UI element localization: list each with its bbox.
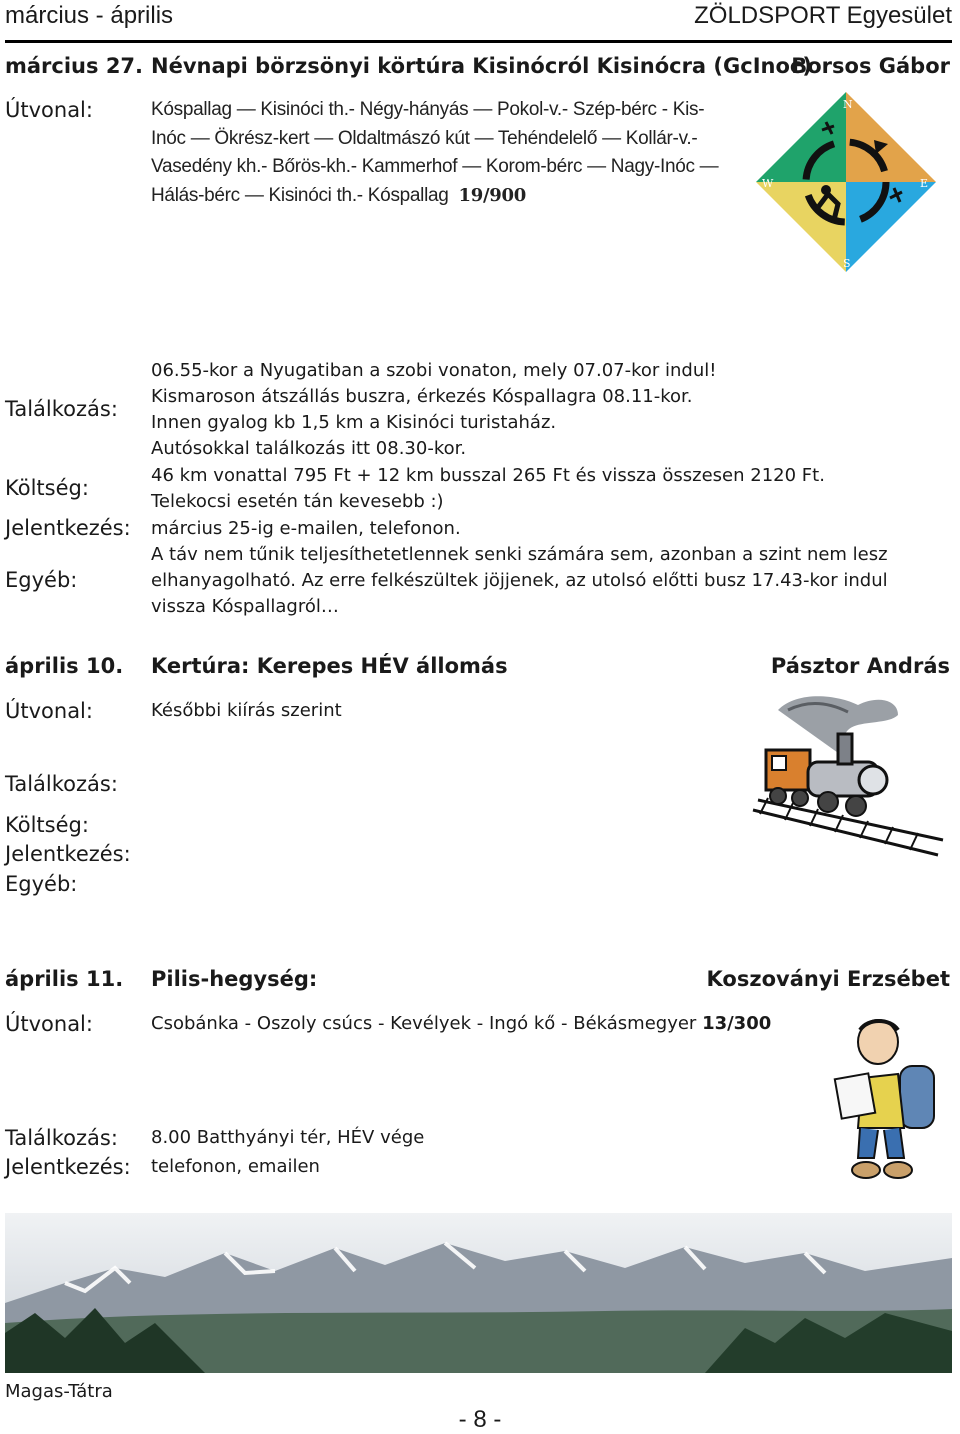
train-icon [748, 690, 948, 860]
meeting-label: Találkozás: [5, 397, 118, 421]
event-title: Névnapi börzsönyi körtúra Kisinócról Kisinócra (GcInoc) [151, 54, 812, 78]
header-rule [5, 40, 952, 43]
cost-text: 46 km vonattal 795 Ft + 12 km busszal 265 Ft és vissza összesen 2120 Ft. Telekocsi esetén tán kevesebb :) [151, 465, 825, 512]
route-text [151, 96, 751, 210]
meeting-text: 8.00 Batthyányi tér, HÉV vége [151, 1127, 425, 1148]
photo-caption: Magas-Tátra [5, 1381, 113, 1402]
event-date: március 27. [5, 54, 144, 78]
compass-n: N [843, 98, 853, 111]
route-label: Útvonal: [5, 699, 93, 723]
compass-ne-quadrant [846, 92, 936, 182]
compass-emblem [756, 92, 936, 272]
header-organization: ZÖLDSPORT Egyesület [694, 2, 952, 29]
train-illustration [748, 690, 948, 860]
signup-text: telefonon, emailen [151, 1156, 320, 1177]
event-leader: Koszoványi Erzsébet [706, 967, 950, 991]
other-text: A táv nem tűnik teljesíthetetlennek senki számára sem, azonban a szint nem lesz elhanyagolható. Az erre felkészültek jöjjenek, az utolsó előtti busz 17.43-kor indul vissza Kóspallagról… [151, 544, 888, 617]
meeting-text: 06.55-kor a Nyugatiban a szobi vonaton, mely 07.07-kor indul! Kismaroson átszállás buszra, érkezés Kóspallagra 08.11-kor. Innen gyalog kb 1,5 km a Kisinóci turistaház. Autósokkal találkozás itt 08.30-kor. [151, 360, 717, 459]
compass-e: E [920, 177, 929, 190]
meeting-label: Találkozás: [5, 772, 118, 796]
event-title: Pilis-hegység: [151, 967, 318, 991]
other-label: Egyéb: [5, 568, 78, 592]
page-number: - 8 - [458, 1406, 502, 1433]
signup-label: Jelentkezés: [5, 842, 131, 866]
compass-s: S [843, 257, 851, 270]
route-stats: 13/300 [702, 1013, 772, 1034]
route-text: Későbbi kiírás szerint [151, 700, 342, 721]
compass-nw-quadrant [756, 92, 846, 182]
route-line: Kóspallag — Kisinóci th.- Négy-hányás — Pokol-v.- Szép-bérc - Kis- [151, 99, 705, 120]
compass-icon [756, 92, 936, 272]
route-line: Hálás-bérc — Kisinóci th.- Kóspallag 19/900 [151, 184, 526, 206]
compass-se-quadrant [846, 182, 936, 272]
mountain-photo-image [5, 1213, 952, 1373]
route-text: Csobánka - Oszoly csúcs - Kevélyek - Ingó kő - Békásmegyer 13/300 [151, 1013, 772, 1034]
event-date: április 11. [5, 967, 124, 991]
event-leader: Pásztor András [770, 654, 950, 678]
meeting-label: Találkozás: [5, 1126, 118, 1150]
header-months: március - április [5, 2, 174, 29]
hiker-illustration [828, 1018, 948, 1183]
event-date: április 10. [5, 654, 124, 678]
signup-label: Jelentkezés: [5, 1155, 131, 1179]
signup-text: március 25-ig e-mailen, telefonon. [151, 518, 461, 539]
route-label: Útvonal: [5, 1012, 93, 1036]
hiker-icon [828, 1018, 948, 1183]
route-label: Útvonal: [5, 98, 93, 122]
cost-label: Költség: [5, 813, 89, 837]
route-line: Inóc — Ökrész-kert — Oldaltmászó kút — Tehéndelelő — Kollár-v.- [151, 127, 698, 149]
compass-w: W [762, 177, 774, 190]
other-label: Egyéb: [5, 872, 78, 896]
signup-label: Jelentkezés: [5, 516, 131, 540]
mountain-photo [5, 1213, 952, 1373]
route-stats: 19/900 [458, 184, 526, 206]
route-line: Vasedény kh.- Bőrös-kh.- Kammerhof — Korom-bérc — Nagy-Inóc — [151, 156, 719, 177]
event-leader: Borsos Gábor [791, 54, 950, 78]
event-title: Kertúra: Kerepes HÉV állomás [151, 654, 508, 678]
cost-label: Költség: [5, 476, 89, 500]
